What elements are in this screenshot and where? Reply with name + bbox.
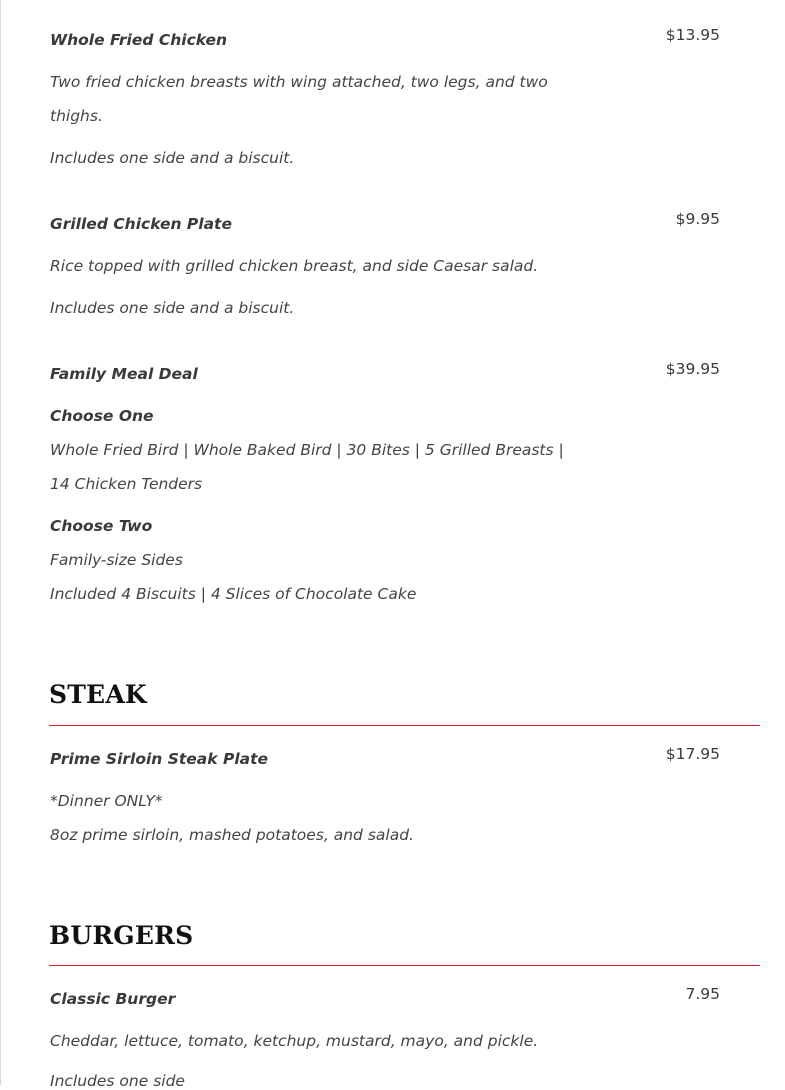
item-price: $13.95 bbox=[665, 26, 720, 44]
item-description: Cheddar, lettuce, tomato, ketchup, mustard, mayo, and pickle. bbox=[50, 1032, 539, 1050]
item-availability-note: *Dinner ONLY* bbox=[50, 792, 163, 810]
section-title-steak: STEAK bbox=[49, 680, 147, 709]
item-description: 8oz prime sirloin, mashed potatoes, and salad. bbox=[50, 826, 414, 844]
section-divider bbox=[49, 965, 760, 966]
item-price: $9.95 bbox=[675, 210, 720, 228]
item-note: Includes one side and a biscuit. bbox=[50, 149, 295, 167]
item-note: Includes one side and a biscuit. bbox=[50, 299, 295, 317]
item-description: Rice topped with grilled chicken breast, and side Caesar salad. bbox=[50, 257, 539, 275]
item-description: Two fried chicken breasts with wing attached, two legs, and two bbox=[50, 73, 548, 91]
section-title-burgers: BURGERS bbox=[49, 921, 194, 950]
menu-item-grilled-chicken-plate bbox=[50, 180, 720, 330]
menu-item-family-meal-deal bbox=[50, 330, 720, 620]
item-description: thighs. bbox=[50, 107, 103, 125]
item-price: $17.95 bbox=[665, 745, 720, 763]
item-note: Includes one side bbox=[50, 1072, 185, 1090]
choose-two-label: Choose Two bbox=[50, 517, 153, 535]
item-name: Prime Sirloin Steak Plate bbox=[50, 750, 269, 768]
choose-one-options: 14 Chicken Tenders bbox=[50, 475, 203, 493]
item-name: Grilled Chicken Plate bbox=[50, 215, 232, 233]
menu-item-prime-sirloin-steak-plate bbox=[50, 730, 720, 860]
included-items: Included 4 Biscuits | 4 Slices of Chocolate Cake bbox=[50, 585, 417, 603]
menu-item-classic-burger bbox=[50, 970, 720, 1090]
choose-two-options: Family-size Sides bbox=[50, 551, 183, 569]
item-name: Classic Burger bbox=[50, 990, 176, 1008]
item-name: Family Meal Deal bbox=[50, 365, 198, 383]
choose-one-label: Choose One bbox=[50, 407, 154, 425]
menu-item-whole-fried-chicken bbox=[50, 0, 720, 180]
section-divider bbox=[49, 725, 760, 726]
item-price: 7.95 bbox=[685, 985, 720, 1003]
item-name: Whole Fried Chicken bbox=[50, 31, 228, 49]
item-price: $39.95 bbox=[665, 360, 720, 378]
choose-one-options: Whole Fried Bird | Whole Baked Bird | 30 Bites | 5 Grilled Breasts | bbox=[50, 441, 564, 459]
